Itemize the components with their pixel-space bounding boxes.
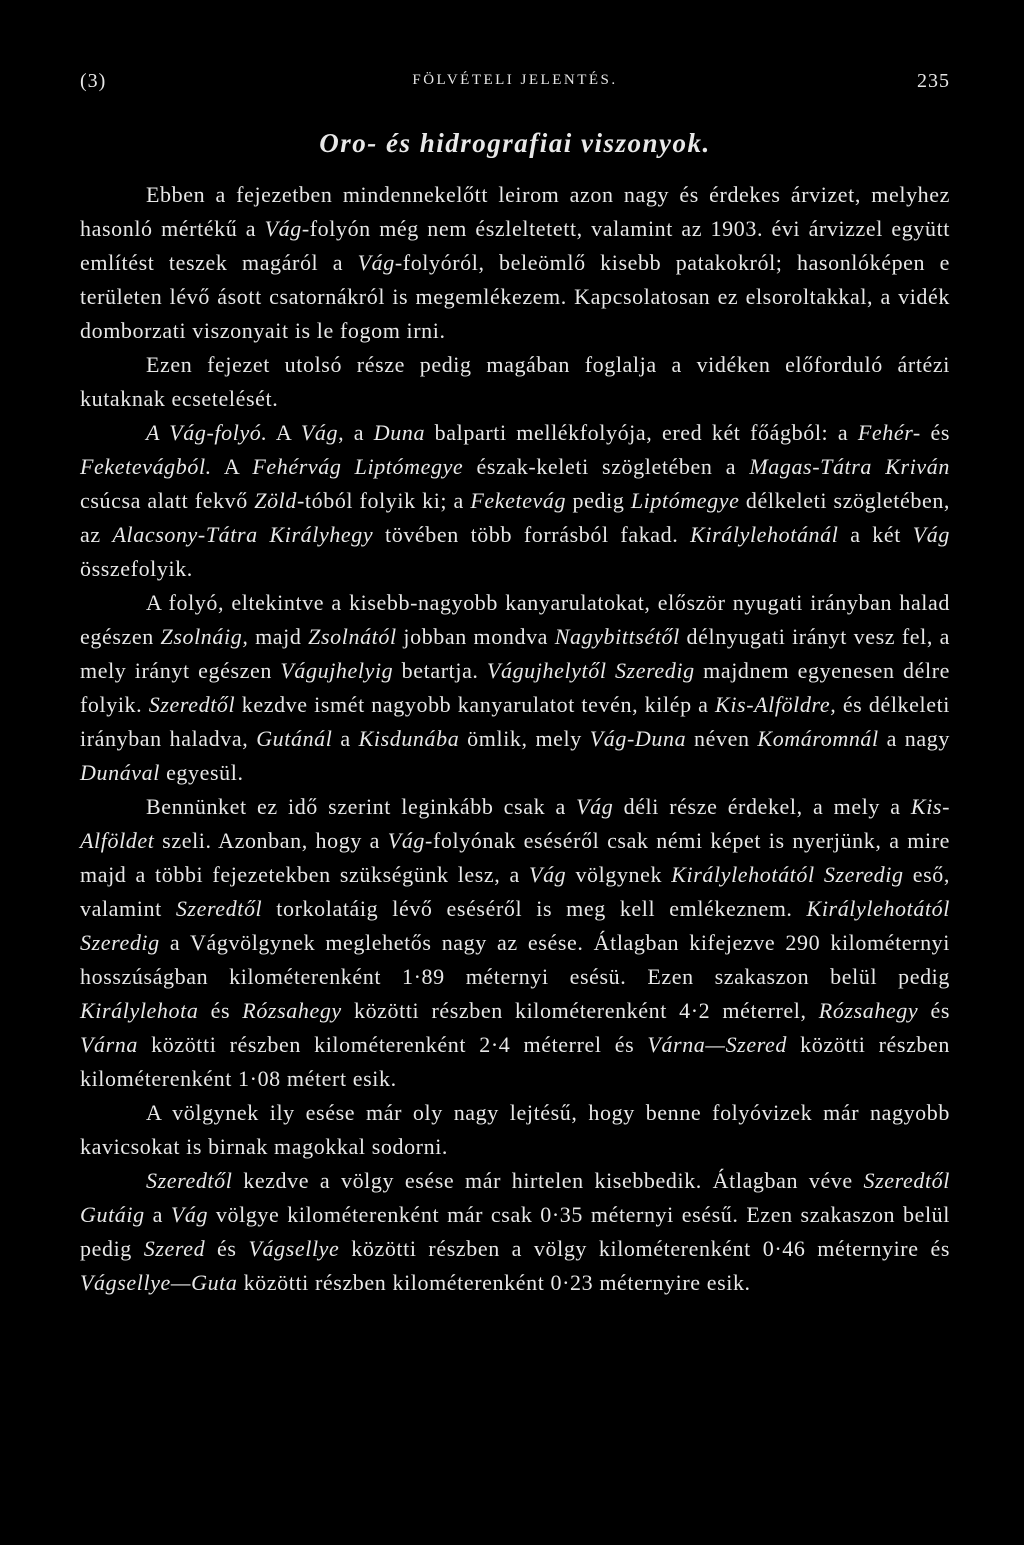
italic-run: Alacsony-Tátra Királyhegy [112,522,374,547]
text-run: a két [838,522,913,547]
italic-run: Királylehotától Szeredig [671,862,904,887]
italic-run: Rózsahegy [818,998,919,1023]
text-run: balparti mellékfolyója, ered két főágból: a [425,420,858,445]
italic-run: Rózsahegy [242,998,342,1023]
italic-run: Vág [576,794,614,819]
italic-run: Vág [387,828,426,853]
text-run: betartja. [393,658,487,683]
text-run: eső, valamint [80,862,950,921]
italic-run: Vág [264,216,302,241]
text-run: völgynek [566,862,672,887]
italic-run: Zsolnától [308,624,397,649]
text-run: a Vágvölgynek meglehetős nagy az esése. Átlagban kifejezve 290 kilométernyi hosszúságban kilométerenként 1·89 méternyi esésü. Ezen szakaszon belül pedig [80,930,950,989]
text-run: pedig [566,488,631,513]
italic-run: Vág [170,1202,209,1227]
text-run: torkolatáig lévő eséséről is meg kell emlékeznem. [262,896,807,921]
italic-run: Vág [357,250,395,275]
text-run: -folyónak eséséről csak némi képet is nyerjünk, a mire majd a többi fejezetekben szükségünk lesz, a [80,828,951,887]
italic-run: Vágsellye—Guta [80,1270,238,1295]
text-run: A folyó, eltekintve a kisebb-nagyobb kanyarulatokat, először nyugati irányban halad egészen [80,590,950,649]
text-run: közötti részben a völgy kilométerenként 0·46 méternyire és [339,1236,950,1261]
italic-run: Kis-Alföldet [80,794,950,853]
text-run: csúcsa alatt fekvő [80,488,255,513]
italic-run: Királylehota [80,998,199,1023]
text-run: és [920,420,950,445]
paragraph [80,348,950,416]
text-run: A [211,454,253,479]
italic-run: Kisdunába [358,726,460,751]
italic-run: Vág-Duna [589,726,687,751]
text-run: A völgynek ily esése már oly nagy lejtésű, hogy benne folyóvizek már nagyobb kavicsokat is birnak magokkal sodorni. [80,1100,950,1159]
italic-run: Vág [529,862,567,887]
paragraph [80,178,950,348]
italic-run: Szered [143,1236,206,1261]
text-run: a [332,726,359,751]
italic-run: Gutánál [256,726,333,751]
italic-run: Királylehotánál [690,522,839,547]
text-run: Bennünket ez idő szerint leginkább csak a [146,794,577,819]
text-run: tövében több forrásból fakad. [373,522,691,547]
text-run: és délkeleti irányban haladva, [80,692,950,751]
text-run: egyesül. [159,760,244,785]
paragraph [80,1164,950,1300]
running-title: FÖLVÉTELI JELENTÉS. [412,72,618,88]
italic-run: Vág [300,420,339,445]
text-run: majdnem egyenesen délre folyik. [80,658,950,717]
body-text [80,178,950,1300]
italic-run: Királylehotától Szeredig [80,896,950,955]
running-head [80,70,950,100]
text-run: a [144,1202,171,1227]
text-run: néven [686,726,758,751]
italic-run: Nagybittsétől [554,624,680,649]
text-run: délnyugati irányt vesz fel, a mely irányt egészen [80,624,950,683]
italic-run: Kis-Alföldre, [715,692,837,717]
italic-run: Duna [373,420,426,445]
chapter-number: (3) [80,70,107,92]
italic-run: Szeredtől Gutáig [80,1168,950,1227]
italic-run: Zöld [254,488,297,513]
text-run: délkeleti szögletében, az [80,488,951,547]
text-run: -folyón még nem észleltetett, valamint az 1903. évi árvizzel együtt említést teszek magáról a [80,216,950,275]
page-number: 235 [917,70,950,92]
text-run: , a [338,420,374,445]
italic-run: Vágujhelytől Szeredig [486,658,695,683]
text-run: ömlik, mely [459,726,590,751]
text-run: majd [248,624,309,649]
italic-run: Liptómegye [630,488,740,513]
text-run: észak-keleti szögletében a [463,454,750,479]
text-run: közötti részben kilométerenként 2·4 méterrel és [138,1032,648,1057]
text-run: völgye kilométerenként már csak 0·35 méternyi esésű. Ezen szakaszon belül pedig [80,1202,950,1261]
text-run: összefolyik. [80,556,193,581]
section-title: Oro- és hidrografiai viszonyok. [319,128,711,158]
text-run: és [198,998,243,1023]
italic-run: Fehérvág Liptómegye [252,454,464,479]
text-run: Ebben a fejezetben mindennekelőtt leirom azon nagy és érdekes árvizet, melyhez hasonló mértékű a [80,182,950,241]
italic-run: Vágujhelyig [280,658,394,683]
text-run: kezdve ismét nagyobb kanyarulatot tevén, kilép a [235,692,716,717]
text-run: jobban mondva [396,624,555,649]
text-run: közötti részben kilométerenként 4·2 méterrel, [341,998,819,1023]
italic-run: Vágsellye [248,1236,340,1261]
italic-run: Szeredtől [146,1168,233,1193]
text-run: közötti részben kilométerenként 1·08 métert esik. [80,1032,950,1091]
italic-run: Várna—Szered [647,1032,788,1057]
text-run: közötti részben kilométerenként 0·23 méternyire esik. [237,1270,751,1295]
text-run: Ezen fejezet utolsó része pedig magában foglalja a vidéken előforduló ártézi kutaknak ecsetelését. [80,352,950,411]
paragraph [80,1096,950,1164]
text-run: -tóból folyik ki; a [296,488,471,513]
text-run: és [918,998,950,1023]
italic-run: Feketevágból. [80,454,212,479]
paragraph [80,586,950,790]
text-run: A [267,420,301,445]
text-run: -folyóról, beleömlő kisebb patakokról; hasonlóképen e területen lévő ásott csatornákról is megemlékezem. Kapcsolatosan ez elsoroltakkal, a vidék domborzati viszonyait is le fogom irni. [80,250,950,343]
text-run: déli része érdekel, a mely a [613,794,911,819]
italic-run: A Vág-folyó. [146,420,268,445]
text-run: szeli. Azonban, hogy a [154,828,388,853]
italic-run: Dunával [80,760,160,785]
italic-run: Komáromnál [757,726,879,751]
italic-run: Zsolnáig, [160,624,249,649]
paragraph [80,790,950,1096]
text-run: kezdve a völgy esése már hirtelen kisebbedik. Átlagban véve [232,1168,864,1193]
italic-run: Szeredtől [148,692,236,717]
italic-run: Fehér- [857,420,921,445]
italic-run: Feketevág [470,488,567,513]
italic-run: Várna [80,1032,138,1057]
paragraph [80,416,950,586]
italic-run: Szeredtől [175,896,263,921]
italic-run: Vág [912,522,950,547]
text-run: és [205,1236,249,1261]
italic-run: Magas-Tátra Kriván [749,454,950,479]
text-run: a nagy [878,726,950,751]
